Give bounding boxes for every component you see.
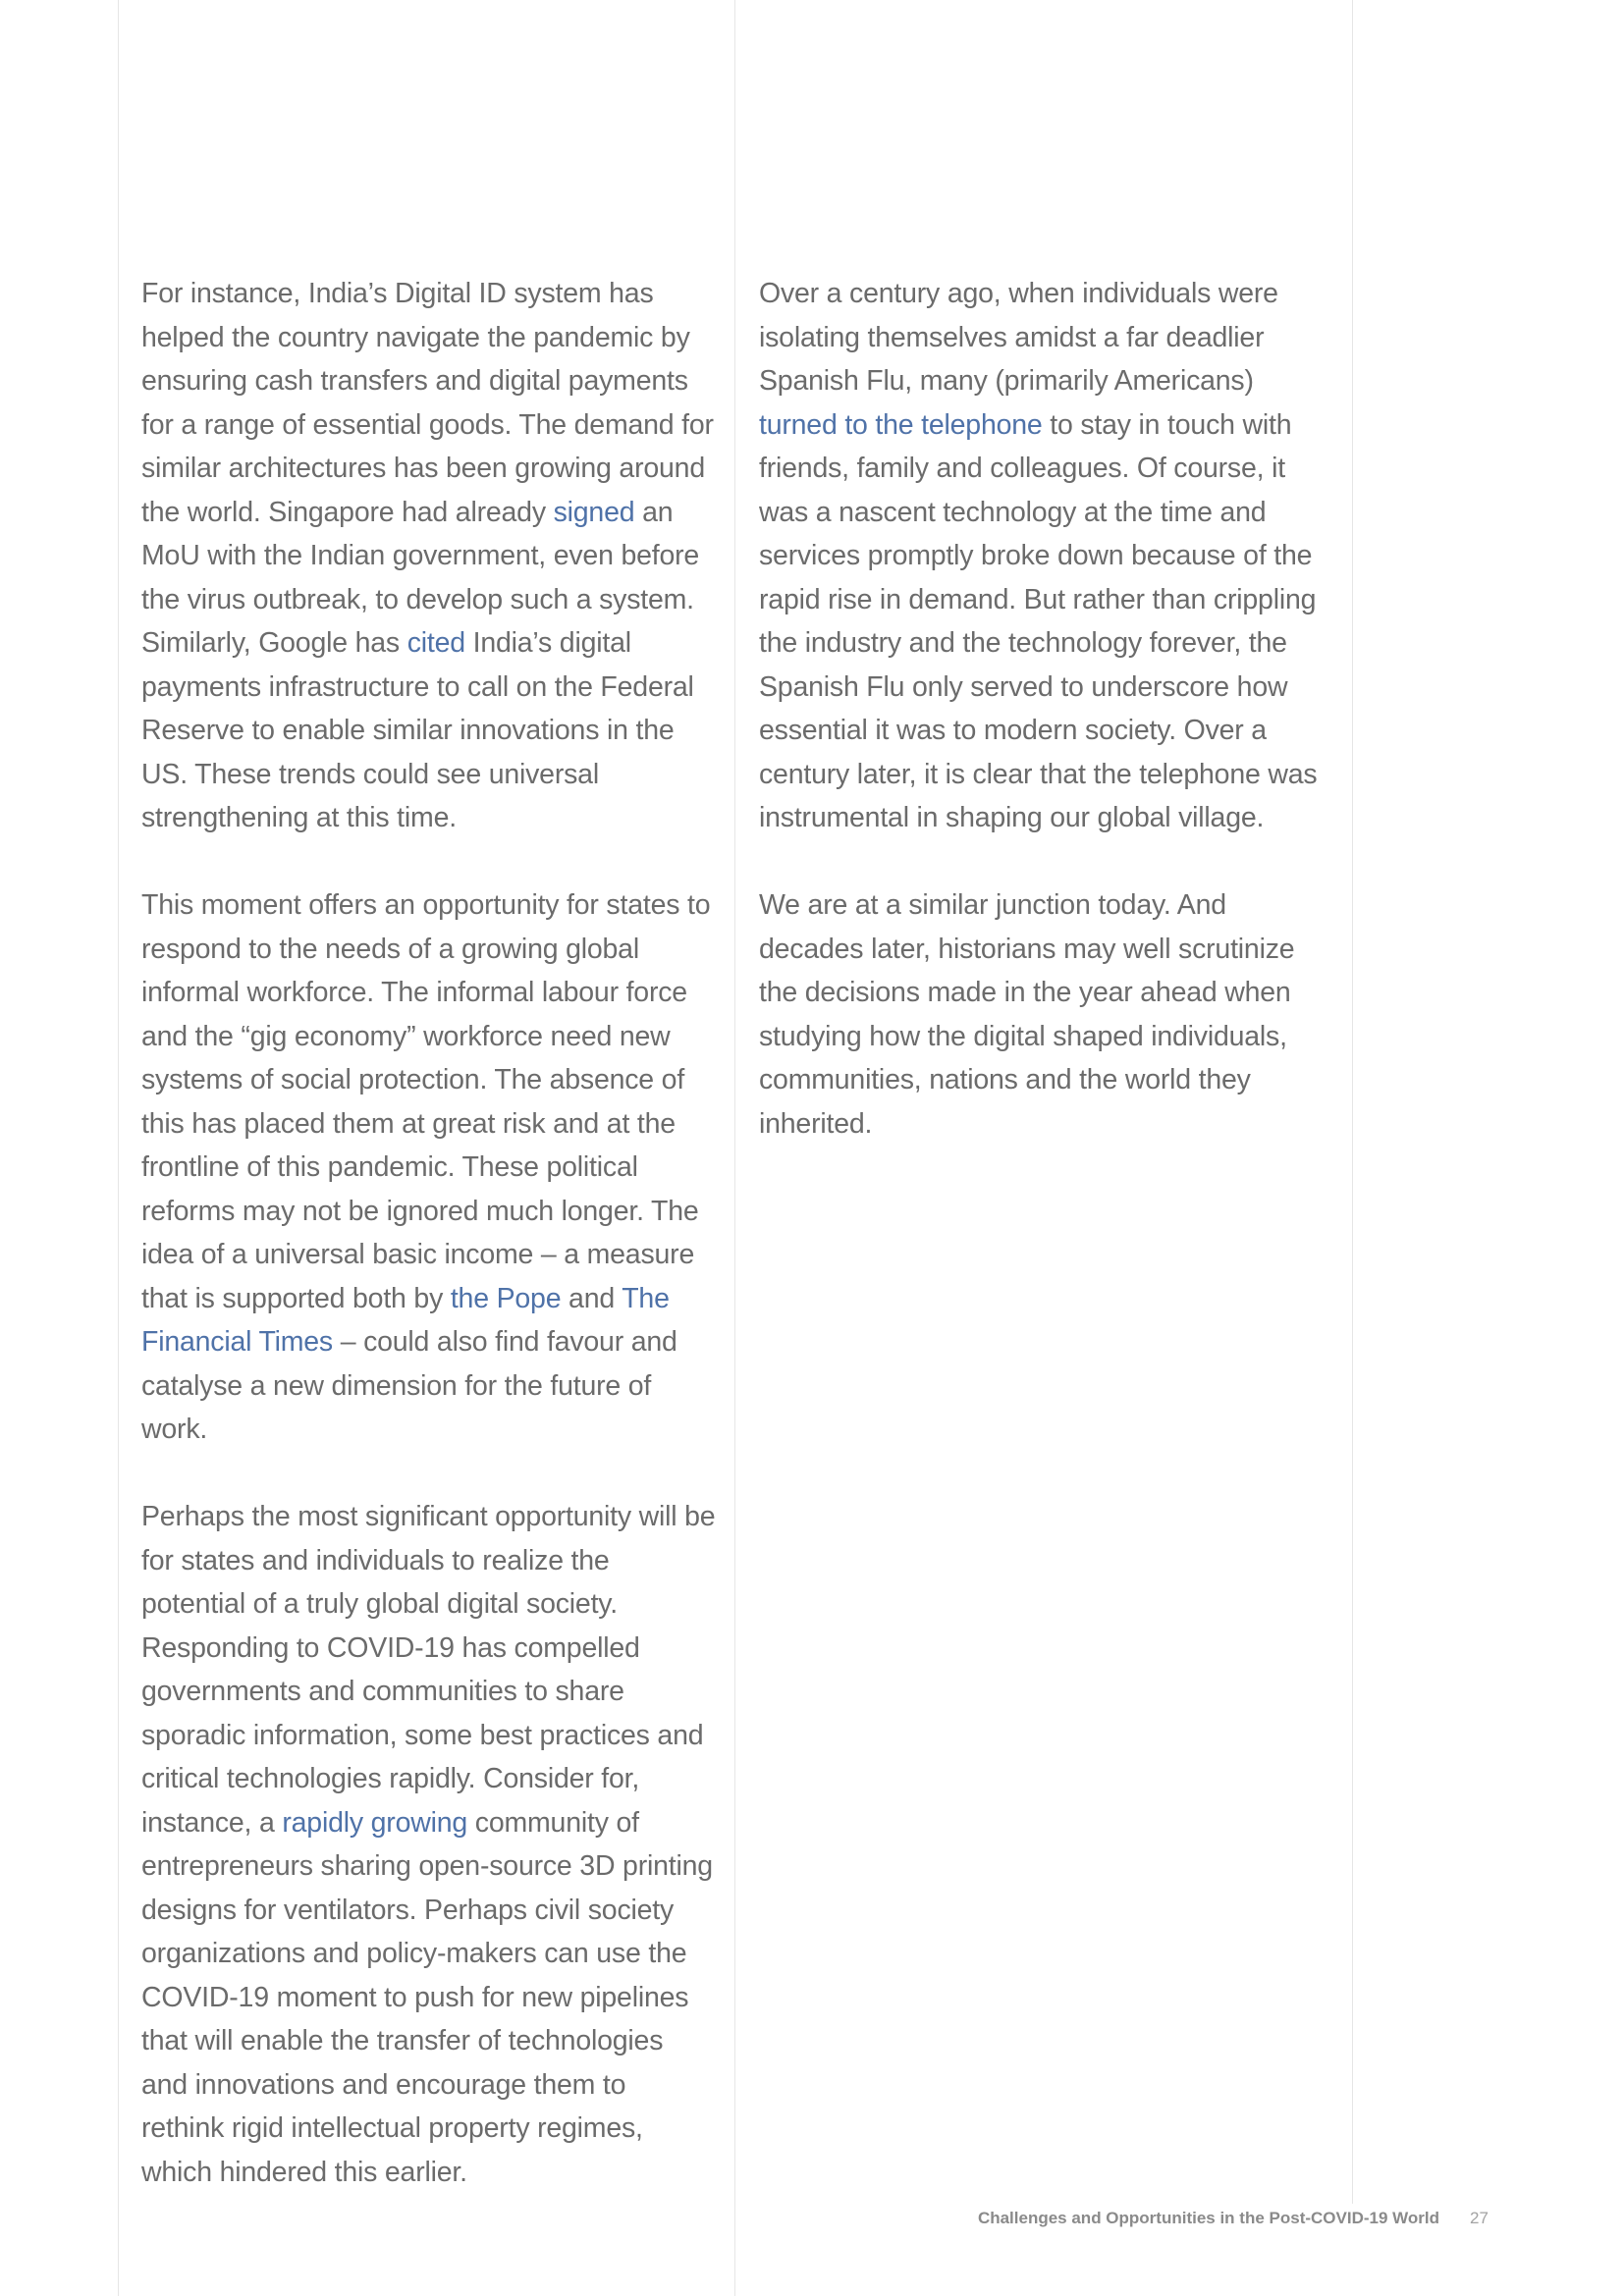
page-footer [0,2209,1624,2238]
link-financial-times[interactable]: The Financial Times [141,1282,670,1358]
footer-report-title: Challenges and Opportunities in the Post-COVID-19 World [977,2209,1439,2227]
page-number: 27 [1470,2209,1489,2227]
paragraph-spanish-flu: Over a century ago, when individuals were isolating themselves amidst a far deadlier Spanish Flu, many (primarily Americans) turned to the telephone to stay in touch with friends, family and colleagues. Of course, it was a nascent technology at the time and services promptly broke down because of the rapid rise in demand. But rather than crippling the industry and the technology forever, the Spanish Flu only served to underscore how essential it was to modern society. Over a century later, it is clear that the telephone was instrumental in shaping our global village. [759,278,1318,833]
link-turned-to-the-telephone[interactable]: turned to the telephone [759,408,1043,441]
link-cited[interactable]: cited [406,627,465,659]
link-signed[interactable]: signed [553,496,635,528]
paragraph-informal-workforce: This moment offers an opportunity for states to respond to the needs of a growing global informal workforce. The informal labour force and the “gig economy” workforce need new systems of social protection. The absence of this has placed them at great risk and at the frontline of this pandemic. These political reforms may not be ignored much longer. The idea of a universal basic income – a measure that is supported both by the Pope and The Financial Times – could also find favour and catalyse a new dimension for the future of work. [141,889,711,1445]
paragraph-global-digital-society: Perhaps the most significant opportunity will be for states and individuals to realize the potential of a truly global digital society. Responding to COVID-19 has compelled governments and communities to share sporadic information, some best practices and critical technologies rapidly. Consider for, instance, a rapidly growing community of entrepreneurs sharing open-source 3D printing designs for ventilators. Perhaps civil society organizations and policy-makers can use the COVID-19 moment to push for new pipelines that will enable the transfer of technologies and innovations and encourage them to rethink rigid intellectual property regimes, which hindered this earlier. [141,1501,716,2188]
paragraph-similar-junction: We are at a similar junction today. And decades later, historians may well scrutinize the decisions made in the year ahead when studying how the digital shaped individuals, communities, nations and the world they inherited. [759,889,1295,1140]
column-rule-right [1352,0,1353,2204]
link-rapidly-growing[interactable]: rapidly growing [282,1806,468,1839]
column-rule-left [118,0,119,2296]
link-the-pope[interactable]: the Pope [450,1282,562,1314]
right-column [759,272,1336,1190]
column-rule-middle [734,0,735,2296]
left-column [141,272,716,2238]
paragraph-digital-id: For instance, India’s Digital ID system has helped the country navigate the pandemic by ensuring cash transfers and digital payments for a range of essential goods. The demand for similar architectures has been growing around the world. Singapore had already signed an MoU with the Indian government, even before the virus outbreak, to develop such a system. Similarly, Google has cited India’s digital payments infrastructure to call on the Federal Reserve to enable similar innovations in the US. These trends could see universal strengthening at this time. [141,278,714,833]
